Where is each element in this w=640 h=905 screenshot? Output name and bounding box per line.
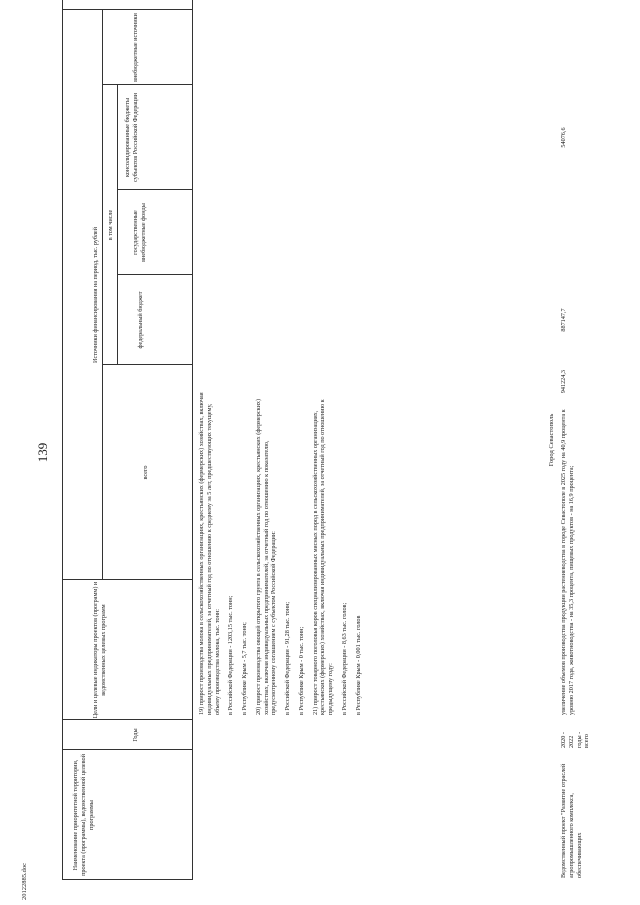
- project-total: 941224,3: [560, 370, 567, 394]
- continued-goals: [198, 390, 368, 715]
- project-consolidated: 54076,6: [560, 127, 567, 148]
- goal-text: в Республике Крым - 0,001 тыс. голов: [354, 615, 362, 715]
- project-years: 2020 - 2022 годы - всего: [560, 731, 591, 748]
- header-state-funds: государственные внебюджетные фонды: [132, 203, 147, 262]
- footer-filename: 20122885.doc: [21, 862, 28, 900]
- page-number: 139: [35, 442, 50, 463]
- header-name: Наименование приоритетной территории, проекта (программы), ведомственной целевой программы: [72, 754, 95, 876]
- header-sources: Источники финансирования на период, тыс. рублей: [92, 227, 99, 363]
- goal-text: в Российской Федерации - 91,28 тыс. тонн;: [284, 601, 291, 715]
- goal-text: в Российской Федерации - 8,63 тыс. голов;: [340, 602, 348, 715]
- goal-text: в Российской Федерации - 1203,15 тыс. тонн;: [227, 595, 235, 715]
- region-heading: Город Севастополь: [548, 413, 555, 467]
- goal-text: 19) прирост производства молока в сельскохозяйственных организациях, крестьянских (фермерских) хозяйствах, включая индивидуальных предпринимателей, за отчетный год по отношению к среднему за 5 лет, предшествующих текущему, объему производства молока, тыс. тонн:: [198, 392, 221, 715]
- project-goal: увеличение объемов производства продукции растениеводства в городе Севастополе в 2025 году на 40,9 процента к уровню 2017 года, животноводства - на 35,3 процента, пищевых продуктов - на 16,9 процента;: [560, 409, 575, 715]
- goal-text: 20) прирост производства овощей открытого грунта в сельскохозяйственных организациях, крестьянских (фермерских) хозяйствах, включая индивидуальных предпринимателей, за отчетный год по отношению к показателю, предусмотренному соглашением с субъектом Российской Федерации:: [254, 398, 278, 715]
- goal-text: в Республике Крым - 5,7 тыс. тонн;: [241, 622, 248, 715]
- header-consolidated: консолидированные бюджеты субъектов Российской Федерации: [124, 93, 139, 182]
- header-extrabudget: внебюджетные источники: [132, 13, 139, 82]
- header-goals: Цели и целевые индикаторы проектов (программ) и ведомственных целевых программ: [92, 581, 107, 719]
- goal-text: в Республике Крым - 0 тыс. тонн;: [297, 626, 305, 715]
- header-years: Годы: [132, 728, 139, 742]
- project-federal: 887147,7: [560, 308, 567, 332]
- header-including: в том числе: [107, 209, 114, 241]
- financing-table: [62, 0, 640, 880]
- header-federal: федеральный бюджет: [137, 291, 144, 349]
- header-total: всего: [142, 465, 149, 480]
- project-name: Ведомственный проект "Развитие отраслей агропромышленного комплекса, обеспечивающих: [560, 763, 583, 878]
- goal-text: 21) прирост товарного поголовья коров специализированных мясных пород в сельскохозяйственных организациях, крестьянских (фермерских) хозяйствах, включая индивидуальных предпринимателей, за отчетный год по отношению к предыдущему году:: [311, 399, 334, 715]
